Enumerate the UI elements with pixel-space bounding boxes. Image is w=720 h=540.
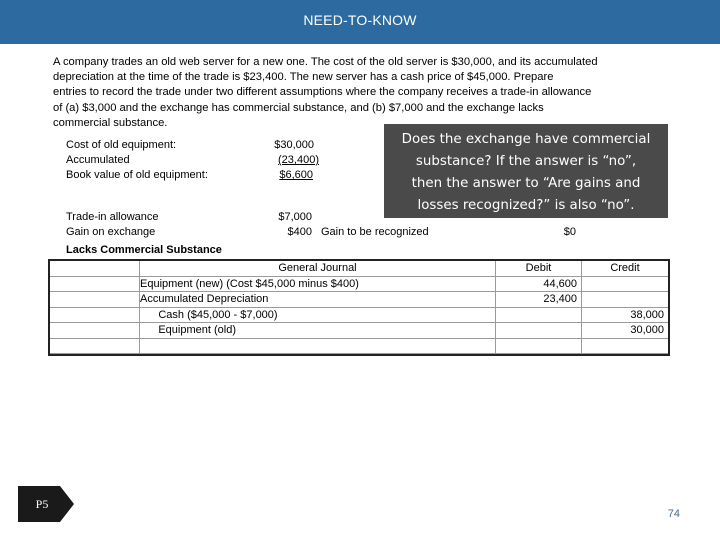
callout-line: losses recognized?” is also “no”. bbox=[417, 198, 635, 213]
table-cell bbox=[50, 323, 140, 339]
page-title: NEED-TO-KNOW bbox=[303, 12, 417, 28]
tradein-value: $7,000 bbox=[278, 211, 312, 223]
gain-note: Gain to be recognized bbox=[321, 226, 429, 238]
accum-label: Accumulated bbox=[66, 154, 130, 166]
gain-value: $400 bbox=[287, 226, 312, 238]
table-cell bbox=[50, 277, 140, 293]
table-row bbox=[50, 323, 668, 339]
account-cell: Equipment (old) bbox=[140, 323, 496, 339]
problem-line: A company trades an old web server for a new one. The cost of the old server is $30,000, and its accumulated bbox=[53, 56, 598, 68]
debit-cell bbox=[496, 323, 582, 339]
book-value: $6,600 bbox=[279, 169, 313, 181]
table-row bbox=[50, 277, 668, 293]
debit-cell bbox=[496, 339, 582, 355]
general-journal-table bbox=[48, 259, 670, 356]
table-row bbox=[50, 308, 668, 324]
table-row bbox=[50, 339, 668, 355]
page-number: 74 bbox=[667, 508, 680, 520]
account-cell: Accumulated Depreciation bbox=[140, 292, 496, 308]
credit-cell bbox=[582, 277, 668, 293]
account-cell: Cash ($45,000 - $7,000) bbox=[140, 308, 496, 324]
debit-cell bbox=[496, 308, 582, 324]
problem-line: commercial substance. bbox=[53, 116, 168, 129]
table-cell bbox=[50, 308, 140, 324]
table-header-row bbox=[50, 261, 668, 277]
column-header-account: General Journal bbox=[140, 261, 496, 277]
problem-line: of (a) $3,000 and the exchange has commercial substance, and (b) $7,000 and the exchange lacks bbox=[53, 101, 544, 114]
credit-cell: 30,000 bbox=[582, 323, 668, 339]
callout-line: substance? If the answer is “no”, bbox=[415, 154, 637, 169]
table-row bbox=[50, 292, 668, 308]
account-cell bbox=[140, 339, 496, 355]
problem-statement bbox=[53, 55, 653, 131]
cost-label: Cost of old equipment: bbox=[66, 139, 177, 151]
book-value-label: Book value of old equipment: bbox=[66, 169, 208, 181]
callout-line: Does the exchange have commercial bbox=[401, 132, 651, 147]
problem-line: entries to record the trade under two different assumptions where the company receives a trade-in allowance bbox=[53, 86, 592, 99]
commercial-substance-callout bbox=[384, 124, 668, 218]
credit-cell bbox=[582, 339, 668, 355]
tradein-label: Trade-in allowance bbox=[66, 211, 159, 223]
column-header-debit: Debit bbox=[496, 261, 582, 277]
credit-cell bbox=[582, 292, 668, 308]
objective-badge-label: P5 bbox=[35, 497, 49, 511]
accum-value: (23,400) bbox=[278, 154, 319, 166]
account-cell: Equipment (new) (Cost $45,000 minus $400) bbox=[140, 277, 496, 293]
cost-value: $30,000 bbox=[274, 139, 314, 151]
callout-line: then the answer to “Are gains and bbox=[411, 176, 641, 191]
table-cell bbox=[50, 261, 140, 277]
credit-cell: 38,000 bbox=[582, 308, 668, 324]
section-title: Lacks Commercial Substance bbox=[66, 244, 222, 256]
problem-line: depreciation at the time of the trade is $23,400. The new server has a cash price of $45,000. Prepare bbox=[53, 71, 554, 84]
table-cell bbox=[50, 292, 140, 308]
table-cell bbox=[50, 339, 140, 355]
gain-label: Gain on exchange bbox=[66, 226, 156, 238]
debit-cell: 23,400 bbox=[496, 292, 582, 308]
objective-badge bbox=[18, 486, 74, 522]
column-header-credit: Credit bbox=[582, 261, 668, 277]
gain-recognized-value: $0 bbox=[563, 226, 576, 238]
debit-cell: 44,600 bbox=[496, 277, 582, 293]
